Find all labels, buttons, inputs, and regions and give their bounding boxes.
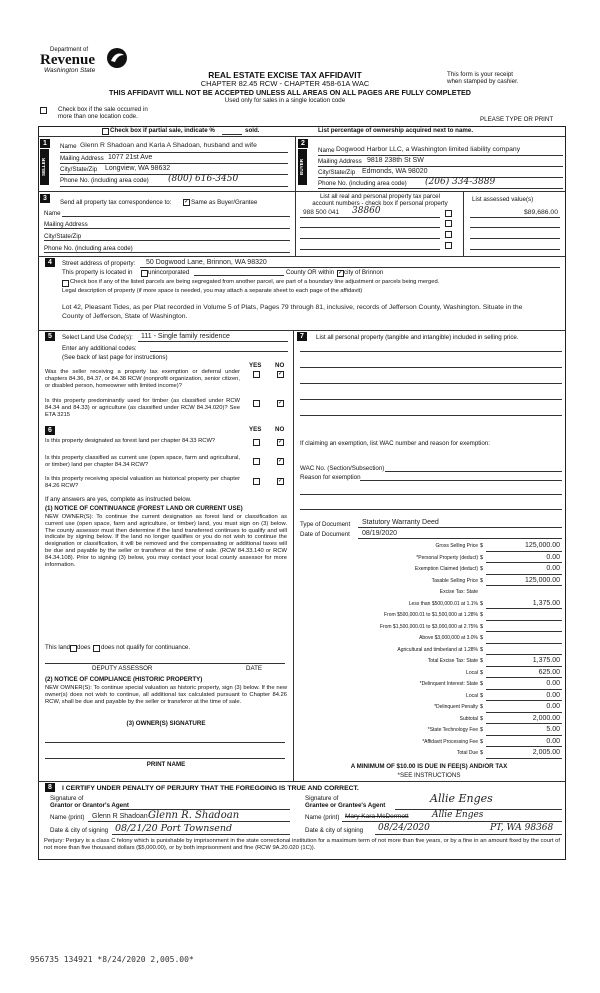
buyer-mailing[interactable]: 9818 238th St SW — [367, 157, 424, 164]
parcel-header-2: account numbers - check box if personal property — [312, 200, 448, 207]
section-1-number: 1 — [40, 139, 50, 148]
tax-row — [300, 656, 562, 668]
tax-row-label: Total Excise Tax: State — [427, 658, 478, 664]
tax-row-value[interactable]: 0.00 — [546, 553, 560, 561]
parcel-header-1: List all real and personal property tax parcel — [319, 193, 441, 200]
notice-2-title: (2) NOTICE OF COMPLIANCE (HISTORIC PROPERTY) — [45, 676, 203, 683]
tax-row-value[interactable]: 2,000.00 — [532, 714, 560, 722]
personal-property-checkbox-4[interactable] — [445, 242, 452, 249]
tax-row-currency: $ — [480, 658, 484, 664]
tax-row-currency: $ — [480, 577, 484, 584]
s6-q3-no[interactable]: ✓ — [278, 478, 284, 484]
seller-city-label: City/State/Zip — [60, 166, 98, 173]
tax-row — [300, 564, 562, 576]
tax-row-value[interactable]: 0.00 — [546, 691, 560, 699]
correspondence-mailing-label: Mailing Address — [44, 221, 88, 228]
seller-phone[interactable]: (800) 616-3450 — [168, 174, 239, 184]
correspondence-city-label: City/State/Zip — [44, 233, 82, 240]
parcel-number[interactable]: 988 500 041 — [303, 209, 340, 216]
deputy-date-label: DATE — [246, 665, 263, 672]
dept-line2: Revenue — [40, 52, 95, 68]
tax-row-line — [486, 654, 562, 655]
if-yes-label: If any answers are yes, complete as instructed below. — [45, 496, 192, 503]
tax-row-line — [486, 758, 562, 759]
tax-row-line — [486, 712, 562, 713]
tax-row-label: Above $3,000,000 at 3.0% — [419, 635, 478, 641]
legal-description-label: Legal description of property (if more space is needed, you may attach a separate sheet to each page of the affidavit) — [62, 288, 363, 294]
see-back-label: (See back of last page for instructions) — [62, 354, 168, 361]
tax-row-value[interactable]: 0.00 — [546, 703, 560, 710]
seller-mailing[interactable]: 1077 21st Ave — [108, 154, 153, 161]
buyer-phone-label: Phone No. (including area code) — [318, 180, 407, 187]
partial-sale-checkbox[interactable] — [102, 128, 109, 135]
partial-sale-sold: sold. — [245, 127, 260, 134]
s5-yes-header: YES — [249, 362, 262, 369]
tax-row-label: Agricultural and timberland at 1.28% — [397, 646, 478, 653]
s6-q3-yes[interactable] — [253, 478, 260, 485]
tax-row-label: Local — [466, 669, 478, 676]
percentage-list-label: List percentage of ownership acquired next to name. — [318, 127, 474, 134]
tax-row-currency: $ — [480, 612, 484, 618]
tax-row — [300, 541, 562, 553]
grantor-date-label: Date & city of signing — [50, 827, 109, 834]
s5-question-1: Was the seller receiving a property tax exemption or deferral under chapters 84.36, 84.37, or 84.38 RCW (nonprofit organization, senior citizen, or disabled person, homeowner with limited income)? — [45, 369, 240, 389]
tax-row — [300, 576, 562, 588]
section-2-number: 2 — [298, 139, 308, 148]
unincorporated-label: unincorporated — [148, 269, 190, 276]
tax-row-currency: $ — [480, 600, 484, 607]
s6-question-2: Is this property classified as current use (open space, farm and agricultural, or timber) land per chapter 84.34 RCW? — [45, 455, 240, 468]
tax-row-line — [486, 620, 562, 621]
tax-row-label: From $1,500,000.01 to $3,000,000 at 2.75% — [379, 623, 478, 630]
tax-row — [300, 599, 562, 611]
multi-location-label-1: Check box if the sale occurred in — [58, 106, 148, 113]
grantor-signature[interactable]: Glenn R. Shadoan — [148, 810, 240, 821]
s5-q2-no[interactable]: ✓ — [278, 400, 284, 406]
tax-row-currency: $ — [480, 681, 484, 687]
buyer-phone[interactable]: (206) 334-3889 — [425, 177, 496, 187]
dor-logo — [40, 47, 135, 75]
doc-type[interactable]: Statutory Warranty Deed — [362, 519, 439, 526]
form-chapter: CHAPTER 82.45 RCW - CHAPTER 458-61A WAC — [200, 79, 370, 88]
tax-row — [300, 622, 562, 634]
city-checkbox[interactable]: ✓ — [338, 270, 344, 276]
county-or-within-label: County OR within — [286, 269, 335, 276]
tax-row-currency: $ — [480, 750, 484, 756]
segregated-label: Check box if any of the listed parcels are being segregated from another parcel, are part of a boundary line adjustment or parcels being merged. — [70, 279, 440, 285]
tax-row-label: Subtotal — [459, 715, 478, 722]
doc-date-label: Date of Document — [300, 531, 350, 538]
tax-row-currency: $ — [480, 646, 484, 653]
tax-row-currency: $ — [480, 635, 484, 641]
notice-2-text: NEW OWNER(S): To continue special valuation as historic property, sign (3) below. If the new owner(s) does not wish to continue, all additional tax calculated pursuant to Chapter 84.26 RCW, shall be due and payable by the seller or transferor at the time of sale. — [45, 685, 287, 705]
correspondence-phone-label: Phone No. (including area code) — [44, 245, 133, 252]
tax-row-line — [486, 746, 562, 747]
tax-row-line — [486, 585, 562, 586]
tax-row-line — [486, 700, 562, 701]
tax-row-value[interactable]: 5.00 — [546, 726, 560, 733]
grantee-date-label: Date & city of signing — [305, 827, 364, 834]
tax-row-value[interactable]: 1,375.00 — [532, 599, 560, 607]
buyer-city[interactable]: Edmonds, WA 98020 — [362, 168, 428, 175]
seller-grantor-tab: SELLER GRANTOR — [40, 149, 49, 185]
s6-q2-no[interactable]: ✓ — [278, 458, 284, 464]
tax-row-value[interactable]: 625.00 — [538, 668, 560, 676]
partial-sale-label: Check box if partial sale, indicate % — [110, 127, 215, 134]
wac-number-label: WAC No. (Section/Subsection) — [300, 465, 385, 472]
tax-row-label: *Affidavit Processing Fee — [422, 738, 478, 745]
form-title: REAL ESTATE EXCISE TAX AFFIDAVIT — [208, 70, 362, 80]
s5-question-2: Is this property predominantly used for timber (as classified under RCW 84.34 and 84.33) or agriculture (as classified under RCW 84.34.020)? See ETA 3215 — [45, 398, 240, 418]
form-notice: THIS AFFIDAVIT WILL NOT BE ACCEPTED UNLESS ALL AREAS ON ALL PAGES ARE FULLY COMPLETED — [109, 88, 471, 97]
grantee-struck-name: Mary Kara McDermott — [345, 813, 409, 820]
receipt-note-1: This form is your receipt — [447, 71, 514, 78]
send-correspondence-label: Send all property tax correspondence to: — [60, 199, 172, 206]
s6-q1-yes[interactable] — [253, 439, 260, 446]
doc-type-label: Type of Document — [300, 521, 351, 528]
grantee-city[interactable]: PT, WA 98368 — [490, 823, 554, 833]
section-3-number: 3 — [40, 194, 50, 203]
dept-line3: Washington State — [44, 67, 96, 74]
tax-row-line — [486, 562, 562, 563]
tax-row-currency: $ — [480, 543, 484, 549]
tax-row-label: *Delinquent Penalty — [434, 704, 478, 710]
tax-calculation-table — [300, 541, 562, 781]
s5-q1-yes[interactable] — [253, 371, 260, 378]
buyer-city-label: City/State/Zip — [318, 169, 356, 176]
exemption-reason-label: Reason for exemption — [300, 474, 361, 481]
section-6-number: 6 — [45, 426, 55, 435]
certify-label: I CERTIFY UNDER PENALTY OF PERJURY THAT THE FOREGOING IS TRUE AND CORRECT. — [62, 785, 359, 792]
grantor-sig-label-1: Signature of — [50, 795, 84, 802]
tax-row-currency: $ — [480, 727, 484, 733]
s6-question-1: Is this property designated as forest land per chapter 84.33 RCW? — [45, 438, 216, 444]
land-does-label: This land — [45, 644, 71, 651]
tax-row-label: Gross Selling Price — [435, 543, 478, 549]
grantee-signature[interactable]: Allie Enges — [430, 792, 493, 805]
tax-row-currency: $ — [480, 554, 484, 561]
tax-row — [300, 587, 562, 599]
additional-codes-label: Enter any additional codes: — [62, 345, 137, 352]
buyer-name[interactable]: Dogwood Harbor LLC, a Washington limited liability company — [336, 146, 521, 153]
buyer-mailing-label: Mailing Address — [318, 158, 362, 165]
buyer-name-label: Name — [318, 147, 335, 154]
tax-row-value[interactable]: 125,000.00 — [524, 542, 560, 549]
tax-row-currency: $ — [480, 623, 484, 630]
tax-row-label: *State Technology Fee — [427, 727, 478, 733]
tax-row-label: Total Due — [456, 750, 478, 756]
wac-claim-label: If claiming an exemption, list WAC number and reason for exemption: — [300, 440, 490, 447]
correspondence-name-label: Name — [44, 210, 61, 217]
notice-1-title: (1) NOTICE OF CONTINUANCE (FOREST LAND OR CURRENT USE) — [45, 505, 243, 512]
s6-q1-no[interactable]: ✓ — [278, 439, 284, 445]
tax-row-label: Taxable Selling Price — [431, 577, 478, 584]
multi-location-checkbox[interactable] — [40, 107, 47, 114]
personal-property-checkbox-1[interactable] — [445, 210, 452, 217]
grantor-date-city[interactable]: 08/21/20 Port Townsend — [115, 823, 233, 834]
land-use-code[interactable]: 111 - Single family residence — [141, 333, 230, 340]
tax-row-value[interactable]: 0.00 — [546, 680, 560, 687]
tax-row-value[interactable]: 0.00 — [546, 565, 560, 572]
tax-row-line — [486, 574, 562, 575]
seller-name-label: Name — [60, 143, 77, 150]
receipt-note-2: when stamped by cashier. — [447, 78, 519, 85]
owner-signature-label: (3) OWNER(S) SIGNATURE — [126, 720, 206, 727]
tax-row-currency: $ — [480, 566, 484, 572]
tax-row-label: From $500,000.01 to $1,500,000 at 1.28% — [384, 612, 478, 618]
personal-property-checkbox-3[interactable] — [445, 231, 452, 238]
tax-row — [300, 714, 562, 726]
grantee-name[interactable]: Allie Enges — [432, 810, 484, 820]
tax-row-currency: $ — [480, 704, 484, 710]
seller-mailing-label: Mailing Address — [60, 155, 104, 162]
seller-phone-label: Phone No. (including area code) — [60, 177, 149, 184]
tax-row — [300, 679, 562, 691]
tax-row-line — [486, 608, 562, 609]
tax-row-label: Exemption Claimed (deduct) — [414, 566, 478, 572]
tax-row-label: Local — [466, 692, 478, 699]
tax-row — [300, 725, 562, 737]
tax-row-line — [486, 666, 562, 667]
print-name-label: PRINT NAME — [146, 761, 186, 768]
single-location-note: Used only for sales in a single location code — [224, 97, 346, 104]
does-label: does — [77, 644, 91, 651]
tax-row-value[interactable]: 2,005.00 — [532, 749, 560, 756]
section-7-number: 7 — [297, 332, 307, 341]
dept-line1: Department of — [50, 47, 89, 53]
assessed-header: List assessed value(s) — [472, 196, 534, 203]
street-address-label: Street address of property: — [62, 260, 136, 267]
see-instructions-label: *SEE INSTRUCTIONS — [397, 772, 461, 779]
assessed-value[interactable]: $89,686.00 — [523, 209, 558, 216]
s6-no-header: NO — [275, 426, 285, 433]
s6-question-3: Is this property receiving special valuation as historical property per chapter 84.26 RCW? — [45, 476, 240, 489]
tax-row — [300, 610, 562, 622]
seller-name[interactable]: Glenn R Shadoan and Karla A Shadoan, husband and wife — [80, 142, 257, 149]
tax-row-line — [486, 689, 562, 690]
tax-row — [300, 633, 562, 645]
tax-row-line — [486, 677, 562, 678]
tax-row — [300, 553, 562, 565]
land-use-label: Select Land Use Code(s): — [62, 334, 133, 341]
property-located-label: This property is located in — [62, 269, 133, 276]
segregated-checkbox[interactable] — [62, 280, 69, 287]
s5-no-header: NO — [275, 362, 285, 369]
s6-q2-yes[interactable] — [253, 458, 260, 465]
tax-row-line — [486, 551, 562, 552]
tax-row-line — [486, 723, 562, 724]
grantee-sig-label-2: Grantee or Grantee's Agent — [305, 802, 386, 809]
tax-row-label: Less than $500,000.01 at 1.1% — [408, 600, 478, 607]
land-does-not-checkbox[interactable] — [93, 645, 100, 652]
grantee-sig-label-1: Signature of — [305, 795, 339, 802]
notice-1-text: NEW OWNER(S): To continue the current designation as forest land or classification as current use (open space, farm and agriculture, or timber) land, you must sign on (3) below. The county assessor must then determine if the land transferred continues to qualify and will indicate by signing below. If the land no longer qualifies or you do not wish to continue the designation or classification, it will be removed and the compensating or additional taxes will be due and payable by the seller or transferor at the time of sale. (RCW 84.33.140 or RCW 84.34.108). Prior to signing (3) below, you may contact your local county assessor for more information. — [45, 514, 287, 568]
street-address[interactable]: 50 Dogwood Lane, Brinnon, WA 98320 — [146, 259, 267, 266]
legal-description[interactable]: Lot 42, Pleasant Tides, as per Plat recorded in Volume 5 of Plats, Pages 79 through 81, inclusive, records of Jefferson County, Washington. Situate in the County of Jefferson, State of Washington. — [62, 304, 523, 320]
tax-row-currency: $ — [480, 715, 484, 722]
tax-row-label: *Delinquent Interest: State — [419, 681, 478, 687]
grantor-name[interactable]: Glenn R Shadoan — [92, 813, 148, 820]
land-does-checkbox[interactable] — [70, 645, 77, 652]
s6-yes-header: YES — [249, 426, 262, 433]
section-5-number: 5 — [45, 332, 55, 341]
grantor-name-label: Name (print) — [50, 814, 85, 821]
personal-property-label: List all personal property (tangible and intangible) included in selling price. — [316, 334, 519, 341]
tax-row — [300, 691, 562, 703]
tax-row-line — [486, 631, 562, 632]
buyer-grantee-tab: BUYER GRANTEE — [298, 149, 307, 185]
tax-row — [300, 748, 562, 760]
recording-stamp: 956735 134921 *8/24/2020 2,005.00* — [30, 955, 194, 964]
section-8-number: 8 — [45, 783, 55, 792]
section-4-number: 4 — [45, 258, 55, 267]
grantee-name-label: Name (print) — [305, 814, 340, 821]
tax-row — [300, 645, 562, 657]
tax-row — [300, 668, 562, 680]
tax-row-label: *Personal Property (deduct) — [416, 554, 478, 561]
s5-q2-yes[interactable] — [253, 400, 260, 407]
unincorporated-checkbox[interactable] — [141, 270, 148, 277]
doc-date[interactable]: 08/19/2020 — [362, 530, 398, 537]
personal-property-checkbox-2[interactable] — [445, 220, 452, 227]
tax-row-currency: $ — [480, 669, 484, 676]
deputy-assessor-label: DEPUTY ASSESSOR — [92, 665, 153, 672]
grantor-sig-label-2: Grantor or Grantor's Agent — [50, 802, 129, 809]
city-label: city of Brinnon — [344, 269, 384, 276]
s5-q1-no[interactable]: ✓ — [278, 371, 284, 377]
grantee-date[interactable]: 08/24/2020 — [378, 823, 430, 833]
tax-row-value[interactable]: 0.00 — [546, 737, 560, 745]
tax-row — [300, 702, 562, 714]
tax-row-value[interactable]: 1,375.00 — [532, 657, 560, 664]
dor-emblem-icon — [106, 47, 128, 69]
multi-location-label-2: more than one location code. — [58, 113, 138, 120]
parcel-number-handwritten: 38860 — [352, 206, 381, 216]
same-as-buyer-checkbox[interactable]: ✓ — [184, 199, 190, 205]
tax-row-value[interactable]: 125,000.00 — [524, 576, 560, 584]
type-or-print: PLEASE TYPE OR PRINT — [480, 116, 554, 123]
minimum-due-label: A MINIMUM OF $10.00 IS DUE IN FEE(S) AND/OR TAX — [350, 763, 508, 770]
tax-row-currency: $ — [480, 692, 484, 699]
tax-row-line — [486, 643, 562, 644]
tax-row-label: Excise Tax: State — [439, 589, 478, 595]
seller-city[interactable]: Longview, WA 98632 — [105, 165, 171, 172]
perjury-notice: Perjury: Perjury is a class C felony which is punishable by imprisonment in the state correctional institution for a maximum term of not more than five years, or by a fine in an amount fixed by the court of not more than five thousand dollars ($5,000.00), or by both imprisonment and fine (RCW 9A.20.020 (1C)). — [44, 838, 560, 851]
tax-row — [300, 737, 562, 749]
same-as-buyer-label: Same as Buyer/Grantee — [191, 199, 258, 206]
tax-row-line — [486, 735, 562, 736]
tax-row-currency: $ — [480, 738, 484, 745]
does-not-label: does not qualify for continuance. — [101, 644, 191, 651]
